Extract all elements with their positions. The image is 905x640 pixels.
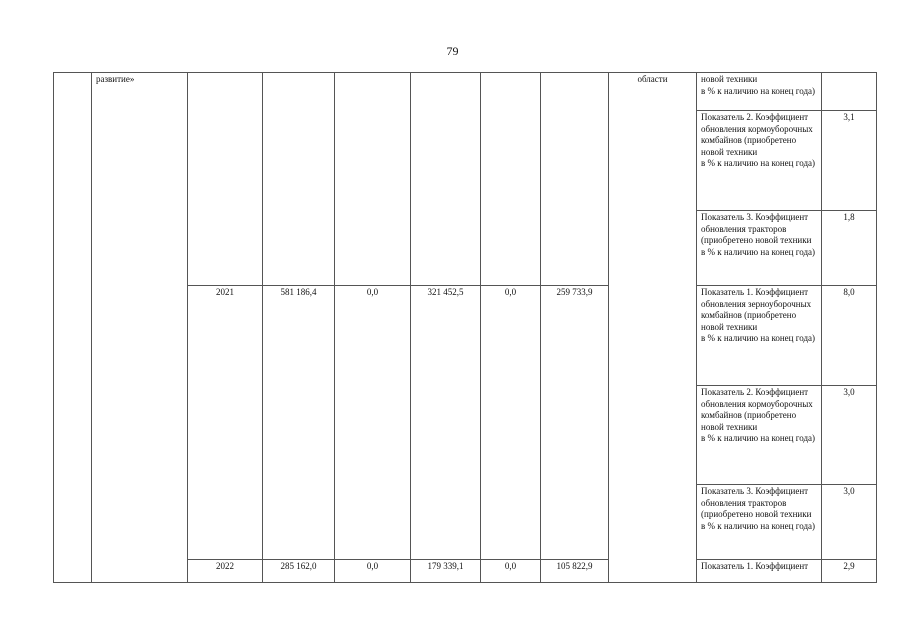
total-cell-top	[263, 73, 335, 286]
indicator-value: 3,0	[822, 485, 877, 560]
year-cell: 2022	[188, 560, 263, 583]
total-cell: 285 162,0	[263, 560, 335, 583]
indicator-value: 8,0	[822, 286, 877, 386]
year-cell-top	[188, 73, 263, 286]
program-title-fragment: развитие»	[96, 74, 135, 84]
program-table	[53, 72, 877, 583]
other-cell: 105 822,9	[541, 560, 609, 583]
regional-cell-top	[411, 73, 481, 286]
local-cell: 0,0	[481, 286, 541, 560]
indicator-text: Показатель 3. Коэффициент обновления тракторов (приобретено новой техники в % к наличию на конец года)	[697, 485, 822, 560]
indicator-text: Показатель 1. Коэффициент обновления зерноуборочных комбайнов (приобретено новой техники в % к наличию на конец года)	[697, 286, 822, 386]
local-cell: 0,0	[481, 560, 541, 583]
indicator-value: 1,8	[822, 211, 877, 286]
indicator-value: 3,1	[822, 111, 877, 211]
federal-cell: 0,0	[335, 286, 411, 560]
federal-cell: 0,0	[335, 560, 411, 583]
indicator-text: Показатель 1. Коэффициент	[697, 560, 822, 583]
regional-cell: 179 339,1	[411, 560, 481, 583]
number-cell	[54, 73, 92, 583]
page-number: 79	[446, 44, 459, 58]
total-cell: 581 186,4	[263, 286, 335, 560]
indicator-value: 3,0	[822, 386, 877, 485]
federal-cell-top	[335, 73, 411, 286]
regional-cell: 321 452,5	[411, 286, 481, 560]
indicator-text: Показатель 3. Коэффициент обновления тракторов (приобретено новой техники в % к наличию на конец года)	[697, 211, 822, 286]
table-row	[54, 73, 877, 111]
indicator-text: Показатель 2. Коэффициент обновления кормоуборочных комбайнов (приобретено новой техники в % к наличию на конец года)	[697, 386, 822, 485]
indicator-value: 2,9	[822, 560, 877, 583]
other-cell-top	[541, 73, 609, 286]
other-cell: 259 733,9	[541, 286, 609, 560]
program-title-cell	[92, 73, 188, 583]
indicator-value	[822, 73, 877, 111]
responsible-fragment: области	[637, 74, 668, 84]
year-cell: 2021	[188, 286, 263, 560]
indicator-text: Показатель 2. Коэффициент обновления кормоуборочных комбайнов (приобретено новой техники в % к наличию на конец года)	[697, 111, 822, 211]
indicator-text: новой техники в % к наличию на конец года)	[697, 73, 822, 111]
local-cell-top	[481, 73, 541, 286]
responsible-cell	[609, 73, 697, 583]
